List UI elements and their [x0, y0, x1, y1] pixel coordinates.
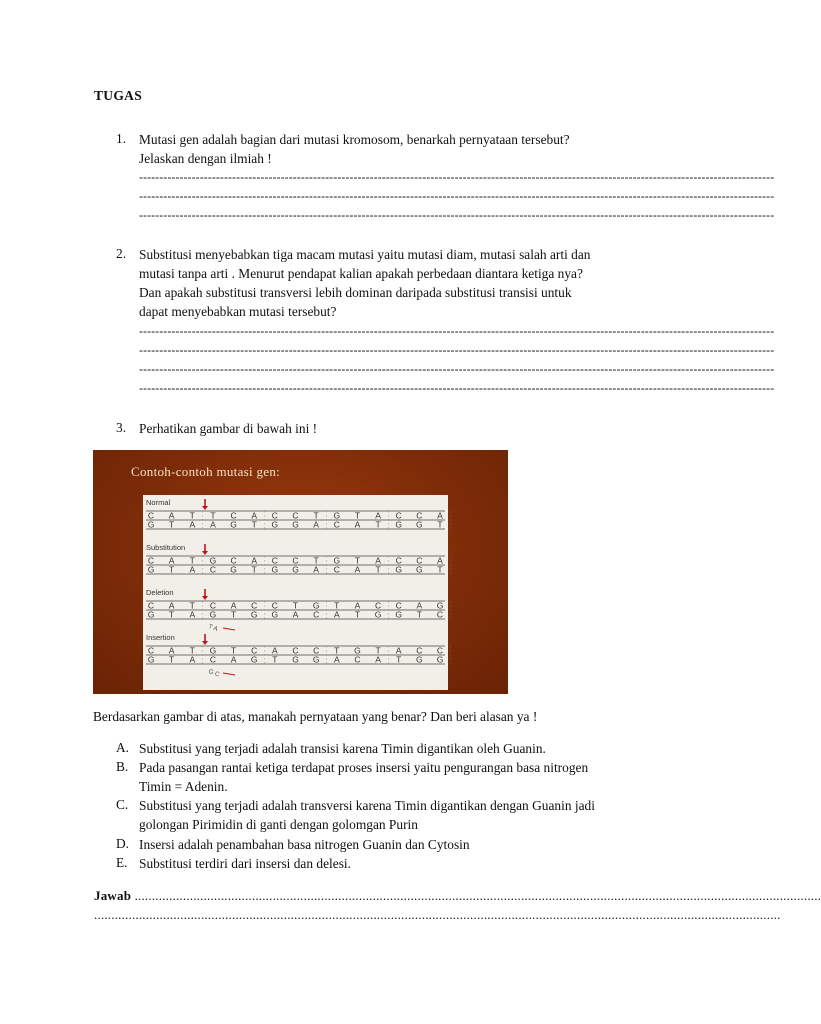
base-bottom: C	[354, 654, 361, 665]
question-1-number: 1.	[116, 131, 127, 146]
dna-panel-deletion	[146, 588, 450, 633]
option-d-text: Insersi adalah penambahan basa nitrogen Guanin dan Cytosin	[139, 837, 470, 852]
option-e-text: Substitusi terdiri dari insersi dan delesi.	[139, 856, 351, 871]
base-top: A	[168, 510, 175, 521]
question-2-line-3: Dan apakah substitusi transversi lebih dominan daripada substitusi transisi untuk	[139, 285, 572, 300]
option-e-letter: E.	[116, 855, 128, 870]
base-top: A	[354, 600, 361, 611]
answer-line: -------------------------------------------------------------------------------------------------------------------------------------------------------------	[139, 324, 775, 338]
base-top: C	[147, 600, 155, 611]
dna-panel-insertion	[146, 633, 450, 679]
base-bottom: T	[251, 519, 257, 530]
base-top: C	[292, 555, 299, 566]
base-bottom: G	[395, 564, 403, 575]
base-bottom: G	[292, 654, 299, 665]
base-top: T	[354, 510, 361, 521]
panel-label: Substitution	[146, 543, 186, 552]
mutation-arrow-head-icon	[202, 596, 208, 600]
base-bottom: G	[271, 519, 279, 530]
base-bottom: C	[209, 654, 216, 665]
question-2-line-4: dapat menyebabkan mutasi tersebut?	[139, 304, 337, 319]
base-bottom: A	[292, 609, 299, 620]
base-top: T	[230, 645, 237, 656]
option-c-text-line-1: Substitusi yang terjadi adalah transversi karena Timin digantikan dengan Guanin jadi	[139, 798, 595, 813]
base-top: G	[333, 510, 341, 521]
answer-line: -------------------------------------------------------------------------------------------------------------------------------------------------------------	[139, 381, 775, 395]
base-top: C	[395, 510, 402, 521]
base-bottom: A	[313, 519, 319, 530]
base-top: C	[313, 645, 320, 656]
base-top: A	[395, 645, 402, 656]
base-top: T	[189, 600, 195, 611]
base-top: C	[375, 600, 382, 611]
question-2-number: 2.	[116, 246, 127, 261]
base-top: C	[292, 645, 299, 656]
base-top: A	[230, 600, 237, 611]
base-top: C	[271, 600, 278, 611]
base-bottom: A	[189, 519, 196, 530]
base-top: C	[230, 555, 237, 566]
base-bottom: T	[354, 609, 361, 620]
base-bottom: C	[313, 609, 320, 620]
question-prompt: Berdasarkan gambar di atas, manakah pernyataan yang benar? Dan beri alasan ya !	[93, 709, 538, 724]
mutation-figure	[93, 450, 508, 694]
question-3-line-1: Perhatikan gambar di bawah ini !	[139, 421, 318, 436]
base-top: A	[375, 510, 381, 521]
base-bottom: G	[312, 654, 320, 665]
base-bottom: T	[251, 564, 257, 575]
panel-label: Normal	[146, 498, 171, 507]
base-top: T	[189, 510, 195, 521]
dna-panel-normal	[146, 498, 450, 530]
base-top: G	[436, 600, 444, 611]
base-bottom: A	[210, 519, 216, 530]
base-top: G	[333, 555, 341, 566]
base-top: G	[209, 645, 217, 656]
base-bottom: T	[375, 564, 381, 575]
base-bottom: T	[169, 654, 175, 665]
mutation-arrow-head-icon	[202, 506, 208, 510]
base-top: A	[251, 555, 258, 566]
base-bottom: G	[374, 609, 382, 620]
base-bottom: G	[147, 609, 155, 620]
base-bottom: T	[437, 564, 443, 575]
base-top: G	[312, 600, 320, 611]
base-top: C	[147, 645, 155, 656]
base-bottom: T	[437, 519, 443, 530]
answer-label: Jawab	[94, 888, 132, 903]
question-2-line-1: Substitusi menyebabkan tiga macam mutasi yaitu mutasi diam, mutasi salah arti dan	[139, 247, 591, 262]
base-top: T	[189, 555, 195, 566]
base-top: C	[251, 645, 258, 656]
mutation-arrow-head-icon	[202, 641, 208, 645]
base-bottom: G	[395, 519, 403, 530]
base-bottom: G	[250, 609, 258, 620]
answer-line: -------------------------------------------------------------------------------------------------------------------------------------------------------------	[139, 343, 775, 357]
base-bottom: G	[209, 609, 217, 620]
base-top: T	[210, 510, 216, 521]
base-bottom: G	[271, 564, 279, 575]
base-bottom: G	[250, 654, 258, 665]
base-bottom: A	[354, 564, 361, 575]
base-top: C	[395, 600, 402, 611]
base-top: T	[354, 555, 361, 566]
answer-dots: .......................................................................................................................................................................................................	[134, 888, 821, 903]
base-bottom: C	[209, 564, 216, 575]
dna-sequence-diagram	[143, 495, 448, 690]
base-top: T	[313, 510, 319, 521]
question-2-line-2: mutasi tanpa arti . Menurut pendapat kalian apakah perbedaan diantara ketiga nya?	[139, 266, 583, 281]
base-bottom: G	[436, 654, 444, 665]
answer-line: -------------------------------------------------------------------------------------------------------------------------------------------------------------	[139, 170, 775, 184]
base-top: T	[313, 555, 319, 566]
option-c-letter: C.	[116, 797, 129, 812]
base-bottom: T	[416, 609, 422, 620]
base-bottom: G	[147, 519, 155, 530]
base-top: C	[147, 510, 155, 521]
base-top: C	[395, 555, 402, 566]
question-3-number: 3.	[116, 420, 127, 435]
base-bottom: A	[333, 609, 340, 620]
base-bottom: G	[416, 654, 423, 665]
base-bottom: A	[230, 654, 237, 665]
question-1-line-1: Mutasi gen adalah bagian dari mutasi kromosom, benarkah pernyataan tersebut?	[139, 132, 570, 147]
base-bottom: G	[395, 609, 403, 620]
page-title: TUGAS	[94, 88, 143, 103]
base-top: C	[209, 600, 216, 611]
option-a-letter: A.	[116, 740, 130, 755]
base-top: G	[209, 555, 217, 566]
removed-inserted-bases: G C	[207, 668, 221, 679]
option-b-text-line-2: Timin = Adenin.	[139, 779, 228, 794]
answer-line	[94, 887, 821, 905]
base-top: C	[251, 600, 258, 611]
base-bottom: G	[230, 564, 237, 575]
base-bottom: G	[147, 654, 155, 665]
option-a-text: Substitusi yang terjadi adalah transisi karena Timin digantikan oleh Guanin.	[139, 741, 546, 756]
base-bottom: T	[375, 519, 381, 530]
base-top: C	[147, 555, 155, 566]
base-top: C	[416, 510, 423, 521]
base-top: C	[271, 555, 278, 566]
base-bottom: G	[416, 519, 423, 530]
dna-panel-substitution	[146, 543, 450, 575]
base-top: C	[416, 555, 423, 566]
base-bottom: T	[230, 609, 237, 620]
base-bottom: A	[189, 654, 196, 665]
base-top: C	[416, 645, 423, 656]
base-top: G	[354, 645, 361, 656]
base-top: T	[189, 645, 195, 656]
base-bottom: C	[436, 609, 444, 620]
base-top: A	[437, 510, 443, 521]
option-b-text-line-1: Pada pasangan rantai ketiga terdapat proses insersi yaitu pengurangan basa nitrogen	[139, 760, 589, 775]
base-top: T	[375, 645, 381, 656]
base-bottom: A	[313, 564, 319, 575]
base-top: A	[437, 555, 443, 566]
note-arrow-icon	[223, 628, 235, 630]
option-b-letter: B.	[116, 759, 129, 774]
base-bottom: A	[189, 564, 196, 575]
base-bottom: C	[333, 519, 340, 530]
answer-line: -------------------------------------------------------------------------------------------------------------------------------------------------------------	[139, 362, 775, 376]
answer-line: -------------------------------------------------------------------------------------------------------------------------------------------------------------	[139, 189, 775, 203]
removed-inserted-bases: T A	[207, 623, 219, 633]
base-bottom: T	[169, 519, 175, 530]
figure-title: Contoh-contoh mutasi gen:	[131, 464, 281, 479]
base-top: T	[292, 600, 299, 611]
question-1-line-2: Jelaskan dengan ilmiah !	[139, 151, 272, 166]
base-bottom: A	[189, 609, 196, 620]
base-bottom: G	[292, 519, 299, 530]
answer-line: -------------------------------------------------------------------------------------------------------------------------------------------------------------	[139, 208, 775, 222]
base-top: A	[168, 555, 175, 566]
option-c-text-line-2: golongan Pirimidin di ganti dengan golomgan Purin	[139, 817, 418, 832]
note-arrow-icon	[223, 673, 235, 675]
base-top: C	[230, 510, 237, 521]
base-bottom: G	[271, 609, 279, 620]
base-bottom: T	[169, 564, 175, 575]
base-top: A	[251, 510, 258, 521]
base-top: C	[271, 510, 278, 521]
option-d-letter: D.	[116, 836, 130, 851]
base-bottom: G	[230, 519, 237, 530]
base-bottom: A	[375, 654, 381, 665]
base-top: A	[416, 600, 423, 611]
base-top: A	[168, 600, 175, 611]
base-top: T	[334, 600, 340, 611]
base-bottom: T	[169, 609, 175, 620]
base-bottom: G	[292, 564, 299, 575]
answer-line: .......................................................................................................................................................................................................	[94, 907, 781, 922]
base-bottom: A	[333, 654, 340, 665]
base-bottom: T	[272, 654, 278, 665]
base-bottom: G	[147, 564, 155, 575]
base-bottom: A	[354, 519, 361, 530]
figure-diagram-panel	[143, 495, 448, 690]
base-top: A	[375, 555, 381, 566]
base-bottom: G	[416, 564, 423, 575]
mutation-arrow-head-icon	[202, 551, 208, 555]
panel-label: Insertion	[146, 633, 175, 642]
base-top: T	[334, 645, 340, 656]
base-top: A	[168, 645, 175, 656]
base-bottom: C	[333, 564, 340, 575]
base-top: A	[272, 645, 278, 656]
base-bottom: T	[396, 654, 402, 665]
base-top: C	[292, 510, 299, 521]
panel-label: Deletion	[146, 588, 174, 597]
base-top: C	[436, 645, 444, 656]
